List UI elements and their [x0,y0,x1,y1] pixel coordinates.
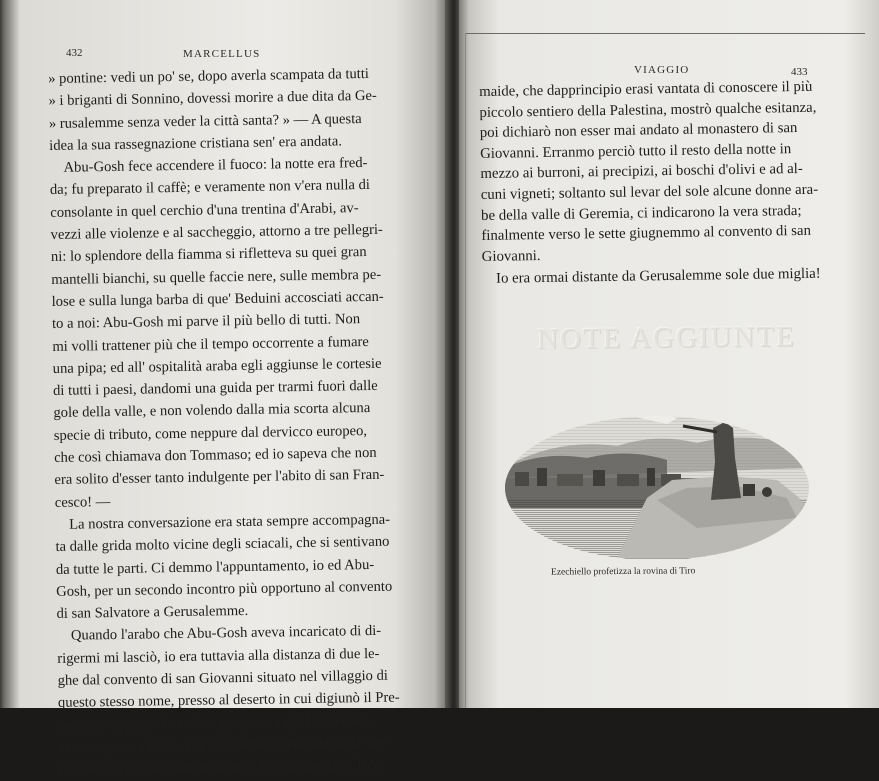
text-line: di tutti i paesi, dandomi una guida per trarmi fuori dalle [52,378,378,400]
text-line: mantelli bianchi, su quelle faccie nere, sulle membra pe- [51,266,382,288]
left-running-head: MARCELLUS [183,48,261,60]
text-line: una pipa; ed all' ospitalità araba egli aggiunse le cortesie [52,355,382,377]
text-line: Abu-Gosh fece accendere il fuoco: la notte era fred- [63,155,368,176]
text-line: mi volli trattener più che il tempo occorrente a fumare [52,333,369,355]
text-line: poi dichiarò non esser mai andato al monastero di san [479,120,798,142]
text-line: era solito d'esser tanto indulgente per l'abito di san Fran- [54,467,385,489]
text-line: ta dalle grida molto vicine degli sciacali, che si sentivano [55,533,390,556]
text-line: be della valle di Geremia, ci indicarono la vera strada; [480,202,802,224]
text-line: aveva saputo a Rama che il superiore generale della Ter- [58,734,389,756]
page-border-top [465,33,865,34]
text-line: Giovanni. Erranmo perciò tutto il resto della notte in [480,140,792,162]
text-line: finalmente verso le sette giugnemmo al convento di san [481,222,812,245]
text-line: Giovanni. [481,247,541,265]
text-line: Quando l'arabo che Abu-Gosh aveva incaricato di di- [70,623,382,645]
right-page-number: 433 [791,66,808,78]
text-line: questo stesso nome, presso al deserto in cui digiunò il Pre- [57,689,400,712]
right-page [459,0,879,708]
right-running-head: VIAGGIO [634,64,690,76]
text-line: ra-Santa vi era da qualche giorno. La mia guida di Tole- [58,756,386,779]
text-line: » i briganti di Sonnino, dovessi morire a due dita da Ge- [48,88,377,110]
text-line: lose e sulla lunga barba di que' Beduini accosciati accan- [51,288,384,310]
text-line: » pontine: vedi un po' se, dopo averla scampata da tutti [48,65,370,87]
text-line: che così chiamava don Tommaso; ed io sapeva che non [54,444,377,466]
left-page-number: 432 [66,47,83,59]
text-line: cesco! — [54,493,111,511]
text-line: consolante in quel cerchio d'una trentina d'Arabi, av- [50,199,359,221]
text-line: cursore. Appunto io voleva giugnere a quel convento: [58,712,372,734]
text-line: vezzi alle violenze e al saccheggio, attorno a tre pellegri- [50,221,383,244]
text-line: gole della valle, e non volendo dalla mia scorta alcuna [53,400,371,422]
text-line: cuni vigneti; soltanto sul levar del sole alcune donne ara- [480,181,819,203]
text-line: ni: lo splendore della fiamma si rifletteva su quei gran [50,244,367,266]
text-line: ghe dal convento di san Giovanni situato nel villaggio di [57,667,389,689]
text-line: specie di tributo, come neppure dal dervicco europeo, [53,422,368,444]
text-line: » rusalemme senza veder la città santa? » — A questa [48,110,362,132]
right-page-body [479,76,844,290]
text-line: mezzo ai burroni, ai precipizi, ai boschi d'olivi e ad al- [480,161,803,183]
text-line: idea la sua rassegnazione cristiana sen' era andata. [49,133,343,154]
text-line: La nostra conversazione era stata sempre accompagna- [69,511,391,533]
text-line: di san Salvatore a Gerusalemme. [56,603,249,623]
text-line: piccolo sentiero della Palestina, mostrò qualche esitanza, [479,99,817,121]
text-line: rigermi mi lasciò, io era tuttavia alla distanza di due le- [57,645,380,667]
text-line: Gosh, per un secondo incontro più opportuno al convento [56,578,393,600]
text-line: da tutte le parti. Ci demmo l'appuntamento, io ed Abu- [55,556,375,578]
text-line: to a noi: Abu-Gosh mi parve il più bello di tutti. Non [51,311,361,333]
text-line: maide, che dapprincipio erasi vantata di conoscere il più [479,78,813,100]
text-line: da; fu preparato il caffè; e veramente non v'era nulla di [49,177,371,199]
left-page-body [48,62,411,781]
illustration-caption: Ezechiello profetizza la rovina di Tiro [550,566,696,578]
show-through-text: NOTE AGGIUNTE [536,320,796,356]
page-border-left [465,33,466,708]
text-line: Io era ormai distante da Gerusalemme sole due miglia! [495,266,821,288]
engraving-illustration [497,388,809,558]
